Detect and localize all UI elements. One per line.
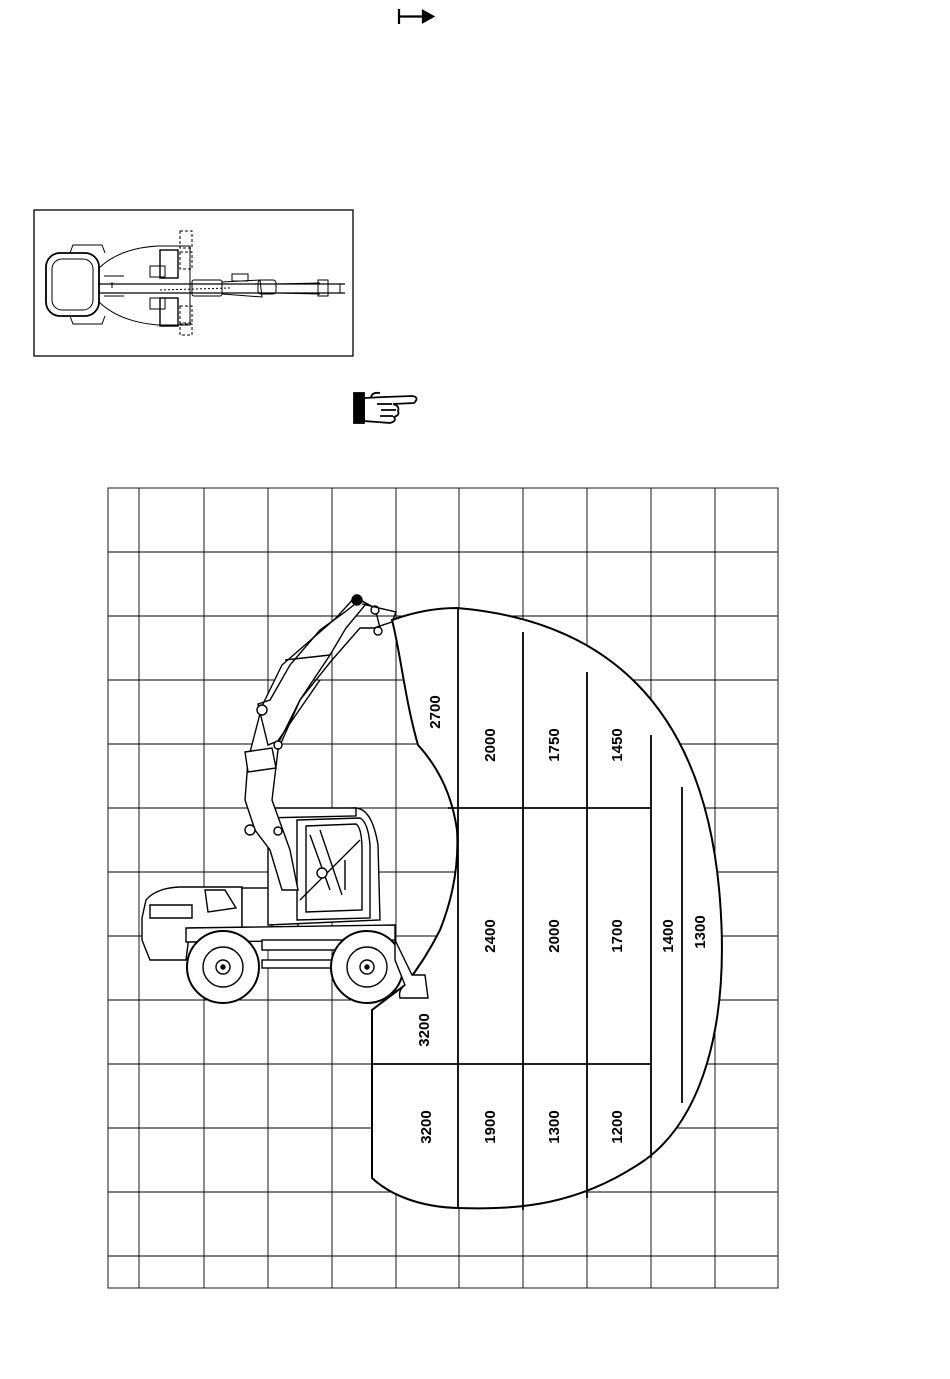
- wheeled-excavator-side-view: [142, 595, 428, 1003]
- zone-label: 2000: [546, 919, 563, 953]
- zone-label: 2000: [482, 728, 499, 762]
- zone-label: 1300: [692, 915, 709, 949]
- zone-label: 1300: [546, 1110, 563, 1144]
- zone-label: 1700: [609, 919, 626, 953]
- zone-label: 1400: [660, 919, 677, 953]
- zone-label: 2700: [427, 695, 444, 729]
- zone-label: 2400: [482, 919, 499, 953]
- zone-label: 1200: [609, 1110, 626, 1144]
- right-arrow-from-bar-icon: [399, 9, 433, 24]
- machine-plan-view: [34, 210, 353, 356]
- zone-label: 1450: [609, 728, 626, 762]
- pointing-hand-icon: [354, 393, 417, 423]
- zone-label: 1900: [482, 1110, 499, 1144]
- zone-label: 1750: [546, 728, 563, 762]
- zone-label: 3200: [418, 1110, 435, 1144]
- zone-label: 3200: [416, 1013, 433, 1047]
